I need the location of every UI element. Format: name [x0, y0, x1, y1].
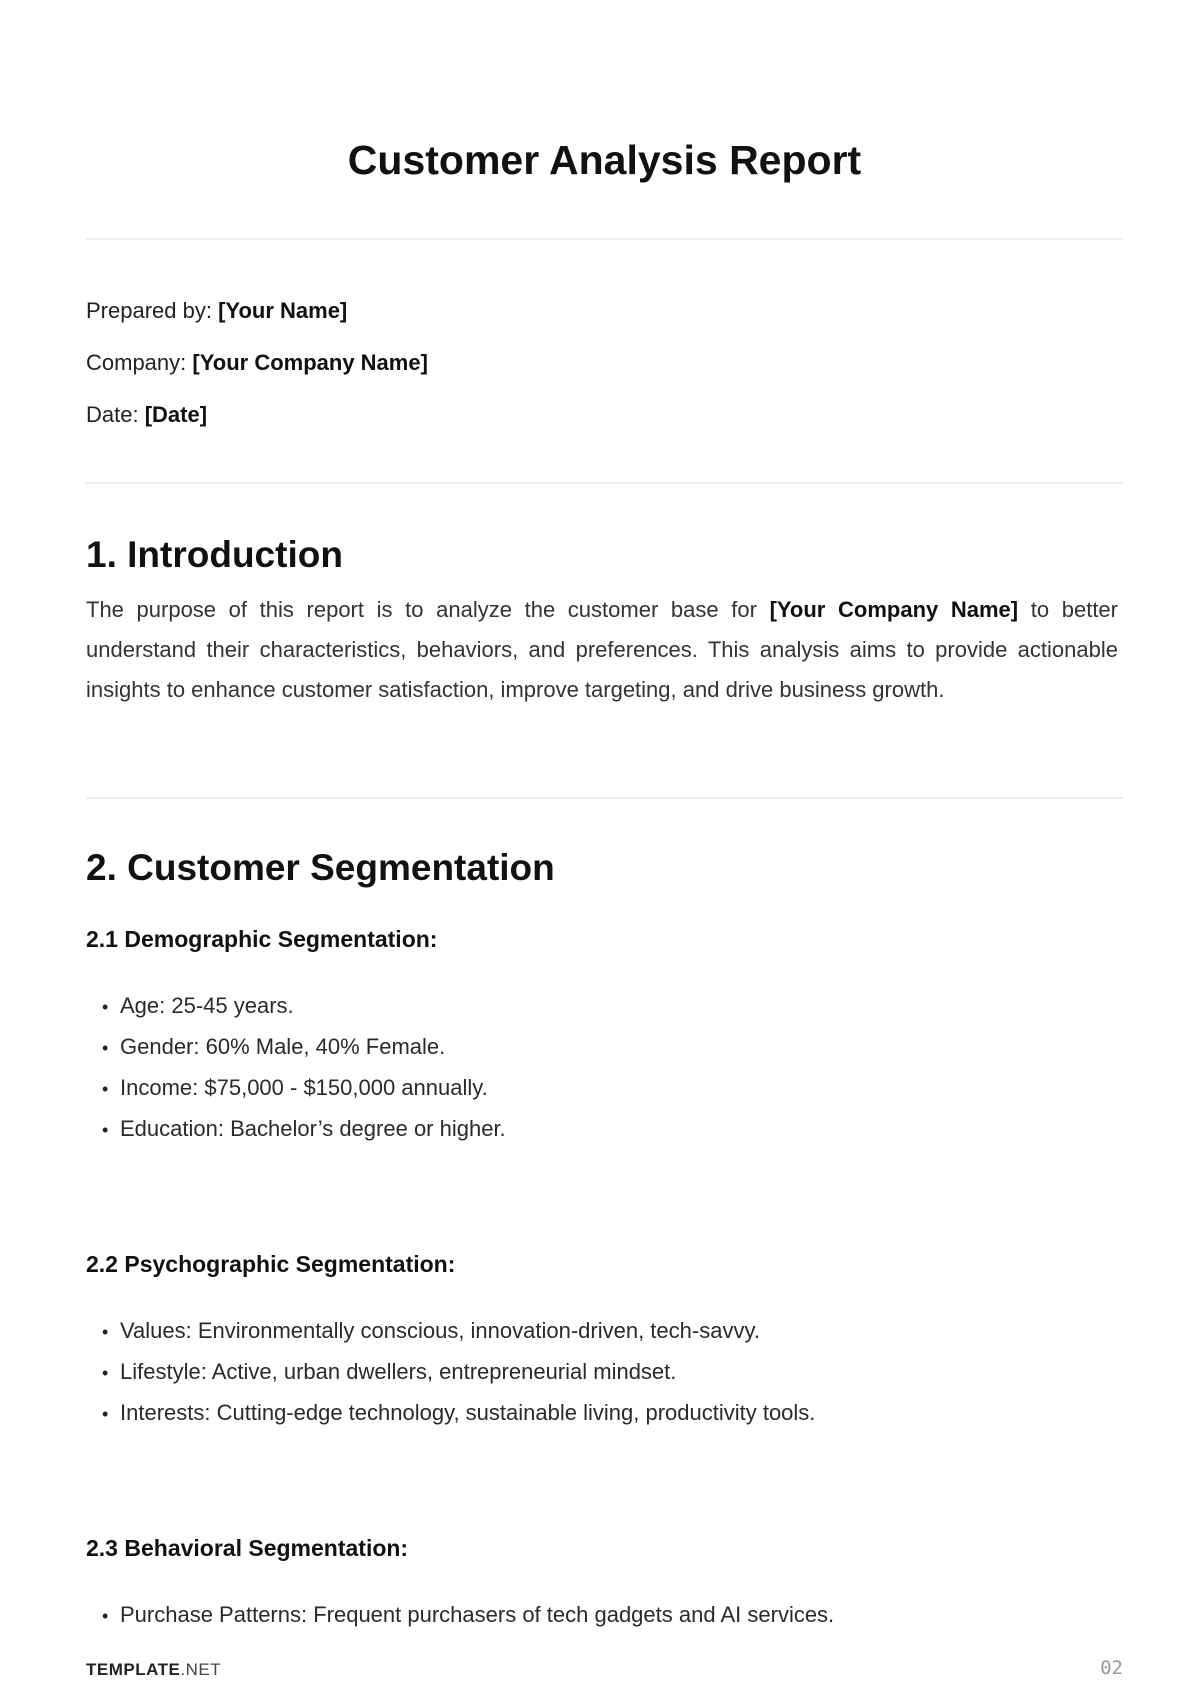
date-label: Date:	[86, 402, 139, 427]
divider	[86, 482, 1123, 484]
document-title: Customer Analysis Report	[347, 137, 862, 183]
list-item-text: Interests: Cutting-edge technology, sustainable living, productivity tools.	[120, 1400, 816, 1425]
list-item	[102, 986, 506, 1027]
demographic-heading: 2.1 Demographic Segmentation:	[86, 926, 438, 952]
bullet-icon: •	[102, 1038, 109, 1058]
behavioral-list	[102, 1595, 834, 1636]
list-item-text: Education: Bachelor’s degree or higher.	[120, 1116, 506, 1141]
psychographic-heading: 2.2 Psychographic Segmentation:	[86, 1251, 456, 1277]
list-item	[102, 1352, 815, 1393]
list-item	[102, 1027, 506, 1068]
footer-brand-logo	[86, 1660, 221, 1680]
company-value: [Your Company Name]	[192, 350, 428, 375]
company-label: Company:	[86, 350, 187, 375]
behavioral-heading: 2.3 Behavioral Segmentation:	[86, 1535, 409, 1561]
bullet-icon: •	[102, 1363, 109, 1383]
introduction-company-name: [Your Company Name]	[769, 597, 1019, 622]
segmentation-heading: 2. Customer Segmentation	[86, 847, 555, 888]
bullet-icon: •	[102, 1606, 109, 1626]
introduction-text-start: The purpose of this report is to analyze the customer base for	[86, 597, 770, 622]
divider	[86, 238, 1123, 240]
divider	[86, 797, 1123, 799]
bullet-icon: •	[102, 1322, 109, 1342]
introduction-heading: 1. Introduction	[86, 534, 343, 575]
bullet-icon: •	[102, 1079, 109, 1099]
list-item	[102, 1595, 834, 1636]
demographic-list	[102, 986, 506, 1150]
list-item	[102, 1109, 506, 1150]
date-value: [Date]	[144, 402, 208, 427]
list-item-text: Gender: 60% Male, 40% Female.	[120, 1034, 446, 1059]
list-item	[102, 1393, 815, 1434]
list-item	[102, 1311, 815, 1352]
list-item-text: Lifestyle: Active, urban dwellers, entrepreneurial mindset.	[120, 1359, 677, 1384]
page-number: 02	[1100, 1657, 1123, 1679]
prepared-by-value: [Your Name]	[218, 298, 348, 323]
brand-name: TEMPLATE	[86, 1660, 181, 1679]
introduction-text-end: to better understand their characteristics, behaviors, and preferences. This analysis aims to provide actionable insights to enhance customer satisfaction, improve targeting, and drive business growth.	[86, 597, 1118, 702]
brand-suffix: .NET	[180, 1660, 222, 1679]
list-item-text: Income: $75,000 - $150,000 annually.	[120, 1075, 488, 1100]
bullet-icon: •	[102, 1404, 109, 1424]
company-line	[86, 349, 428, 378]
introduction-paragraph	[86, 590, 1118, 710]
bullet-icon: •	[102, 997, 109, 1017]
prepared-by-line	[86, 297, 347, 326]
list-item-text: Purchase Patterns: Frequent purchasers of tech gadgets and AI services.	[120, 1602, 835, 1627]
list-item-text: Values: Environmentally conscious, innovation-driven, tech-savvy.	[120, 1318, 760, 1343]
prepared-by-label: Prepared by:	[86, 298, 212, 323]
bullet-icon: •	[102, 1120, 109, 1140]
list-item	[102, 1068, 506, 1109]
date-line	[86, 401, 207, 430]
list-item-text: Age: 25-45 years.	[120, 993, 294, 1018]
psychographic-list	[102, 1311, 815, 1434]
document-page	[86, 0, 1123, 1697]
